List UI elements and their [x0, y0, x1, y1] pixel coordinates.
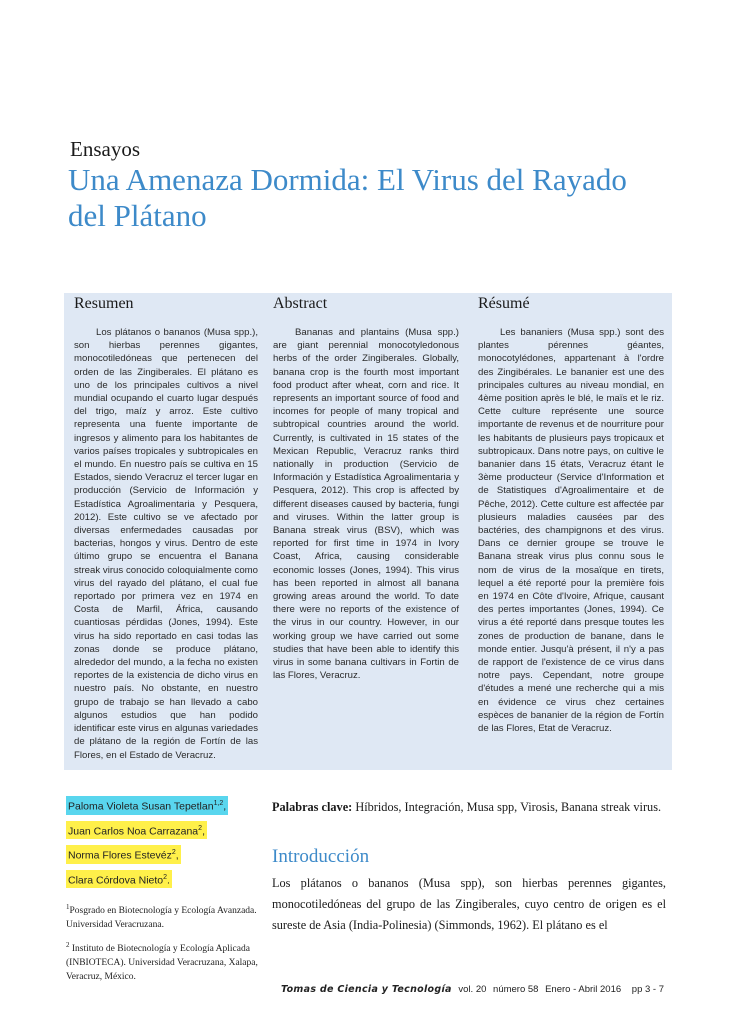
volume: vol. 20: [458, 984, 487, 995]
author-name: Paloma Violeta Susan Tepetlan$^{1,2}$,: [66, 796, 228, 815]
issue-number: número 58: [493, 984, 539, 995]
introduction-heading: Introducción: [272, 846, 370, 867]
abstract-heading-es: Resumen: [74, 295, 134, 312]
abstract-text-en: Bananas and plantains (Musa spp.) are giant perennial monocotyledonous herbs of the order Zingiberales. Globally, banana crop is the fourth most important food product after wheat, corn and rice. It represents an important source of food and incomes for people of many tropical and subtropical countries around the world. Currently, is cultivated in 15 states of the Mexican Republic, Veracruz ranks third nationally in production (Servicio de Información y Estadística Agroalimentaria y Pesquera, 2012). This crop is affected by different diseases caused by bacteria, fungi and viruses. Within the latter group is Banana streak virus (BSV), which was reported for first time in 1974 in Ivory Coast, Africa, causing considerable economic losses (Jones, 1994). This virus has been reported in almost all banana growing areas around the world. To date there were no reports of the existence of the virus in our country. However, in our working group we have carried out some studies that have been able to identify this virus in some banana cultivars in Fortin de las Flores, Veracruz.: [273, 327, 459, 682]
keywords-text: Híbridos, Integración, Musa spp, Virosis, Banana streak virus.: [355, 800, 662, 814]
author-name: Norma Flores Estevéz$^2$,: [66, 845, 181, 864]
abstract-heading-fr: Résumé: [478, 295, 530, 312]
introduction-text: Los plátanos o bananos (Musa spp), son hierbas perennes gigantes, monocotiledóneas del grupo de las Zingiberales, cuyo centro de origen es el sureste de Asia (India-Polinesia) (Simmonds, 1962). El plátano es el: [272, 876, 666, 932]
affiliation: $^1$Posgrado en Biotecnología y Ecología Avanzada. Universidad Veracruzana.: [66, 903, 257, 931]
article-title: Una Amenaza Dormida: El Virus del Rayado del Plátano: [68, 162, 627, 233]
issue-period: Enero - Abril 2016: [545, 984, 622, 995]
journal-name: Tomas de Ciencia y Tecnología: [281, 984, 452, 995]
author-list: [66, 796, 266, 984]
keywords-label: Palabras clave:: [272, 800, 353, 814]
affiliation: $^2$ Instituto de Biotecnología y Ecología Aplicada (INBIOTECA). Universidad Veracruzana, Xalapa, Veracruz, México.: [66, 941, 258, 983]
author-name: Juan Carlos Noa Carrazana$^2$,: [66, 821, 207, 840]
page-footer: [277, 984, 664, 995]
page-range: pp 3 - 7: [631, 984, 664, 995]
author-name: Clara Córdova Nieto$^2$.: [66, 870, 172, 889]
keywords: [272, 797, 666, 818]
section-label: Ensayos: [70, 137, 140, 161]
abstract-box: [64, 293, 672, 770]
abstract-heading-en: Abstract: [273, 295, 328, 312]
abstract-text-fr: Les bananiers (Musa spp.) sont des plantes pérennes géantes, monocotylédones, appartenant à l'ordre des Zingibérales. Le bananier est une des principales cultures au niveau mondial, en 4ème position après le blé, le maïs et le riz. Cette culture représente une source importante de revenus et de nourriture pour les habitants de plusieurs pays tropicaux et subtropicaux. Dans notre pays, on cultive le bananier dans 15 états, Veracruz étant le 3ème producteur (Service d'Information et de Statistiques d'Agroalimentaire et de Pêche, 2012). Cette culture est affectée par plusieurs maladies causées par des bactéries, des champignons et des virus. Dans ce dernier groupe se trouve le Banana streak virus plus connu sous le nom de virus de la mosaïque en tirets, lequel a été reporté pour la première fois en 1974 en Côte d'Ivoire, Afrique, causant des pertes importantes (Jones, 1994). Ce virus a été reporté dans presque toutes les zones de production de banane, dans le monde entier. Jusqu'à présent, il n'y a pas de rapport de l'existence de ce virus dans notre pays. Cependant, notre groupe d'études a mené une recherche qui a mis en évidence ce virus chez certaines espèces de bananier de la région de Fortín de las Flores, Etat de Veracruz.: [478, 327, 664, 735]
abstract-text-es: Los plátanos o bananos (Musa spp.), son hierbas perennes gigantes, monocotiledóneas que pertenecen del orden de las Zingiberales. El plátano es uno de los principales cultivos a nivel mundial ocupando el cuarto lugar después del trigo, maíz y arroz. Este cultivo representa una fuente importante de ingresos y alimento para los habitantes de varios países tropicales y subtropicales en el mundo. En nuestro país se cultiva en 15 Estados, siendo Veracruz el tercer lugar en producción (Servicio de Información y Estadística Agroalimentaria y Pesquera, 2012). Este cultivo se ve afectado por diversas enfermedades causadas por bacterias, hongos y virus. Dentro de este último grupo se encuentra el Banana streak virus conocido coloquialmente como virus del rayado del plátano, el cual fue reportado por primera vez en 1974 en Costa de Marfil, África, causando cuantiosas pérdidas (Jones, 1994). Este virus ha sido reportado en casi todas las zonas donde se produce plátano, alrededor del mundo, a la fecha no existen reportes de la existencia de dicho virus en nuestro país. No obstante, en nuestro grupo de trabajo se han llevado a cabo algunos estudios que han podido identificar este virus en algunas variedades de plátano de la región de Fortín de las Flores, en el Estado de Veracruz.: [74, 327, 258, 761]
